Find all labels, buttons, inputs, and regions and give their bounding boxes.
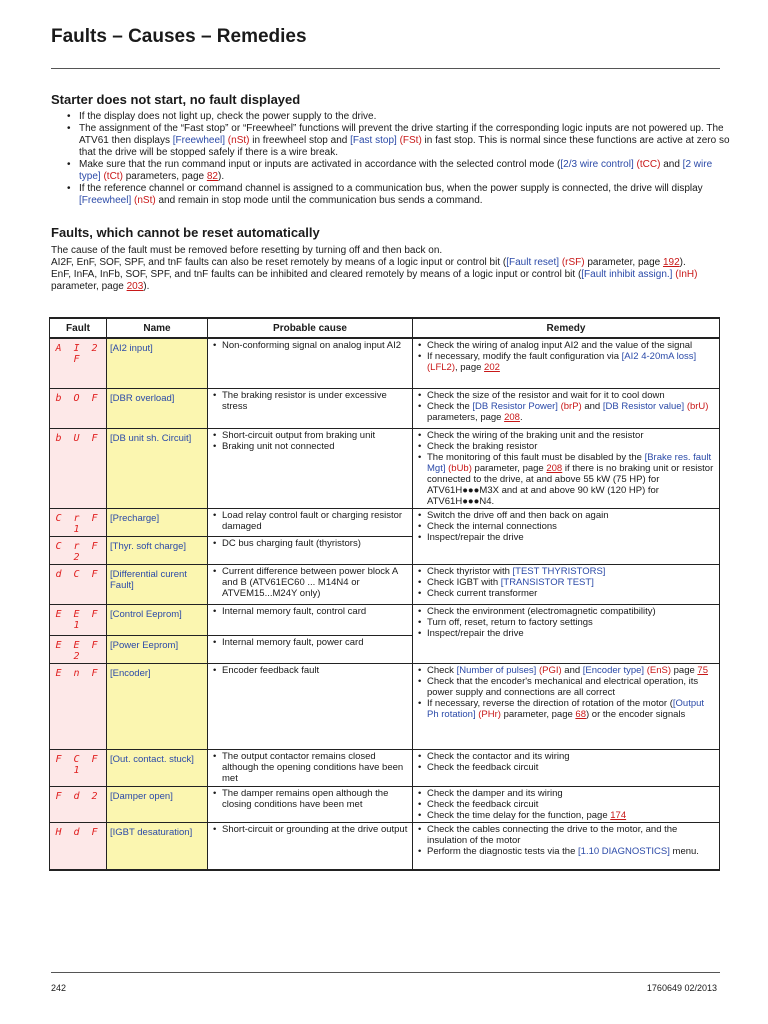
fault-name: [Differential curent Fault] [107,564,208,604]
remedy-item [416,401,716,423]
text-run: Check the braking resistor [427,440,538,452]
fault-table-header [50,318,720,338]
text-run: Check [427,664,457,676]
parameter-name: [AI2 4-20mA loss] [621,351,697,362]
cause-item: • The damper remains open although the closing conditions have been met [211,788,409,810]
fault-name: [DBR overload] [107,388,208,428]
fault-row [50,338,720,388]
remedy [413,786,720,822]
remedy [413,749,720,786]
text-run: If necessary, modify the fault configuration via [427,351,622,362]
probable-cause [208,508,413,536]
text-run: Check the time delay for the function, page [427,809,611,821]
fault-name: [Thyr. soft charge] [107,536,208,564]
parameter-name: [Freewheel] [79,195,132,206]
text-run: AI2F, EnF, SOF, SPF, and tnF faults can also be reset remotely by means of a logic input or control bit ( [51,257,507,268]
text-run: Check the size of the resistor and wait for it to cool down [427,389,665,401]
remedy-item [416,577,716,588]
remedy-item [416,751,716,762]
remedy [413,604,720,663]
text-run: parameter, page [500,708,576,720]
parameter-name: [Brake res. fault Mgt] [427,451,712,474]
fault-name: [Control Eeprom] [107,604,208,635]
cause-item: • Current difference between power block A and B (ATV61EC60 ... M14N4 or ATVEM15...M24Y only) [211,566,409,599]
text-run: Check the damper and its wiring [427,787,563,799]
parameter-code: (tCt) [103,171,123,182]
remedy-item [416,430,716,441]
bullet-item [67,123,735,159]
parameter-code: (bUb) [448,462,472,474]
parameter-code: (InH) [675,269,698,280]
parameter-name: [2 wire type] [79,159,713,182]
parameter-name: [Fault reset] [506,257,560,268]
text-run: ) or the encoder signals [585,708,686,720]
remedy-item [416,588,716,599]
text-run: . [519,411,523,423]
page-link[interactable]: 68 [575,708,586,720]
bullet-item [67,159,735,183]
section-heading-faults-no-reset: Faults, which cannot be reset automatically [51,225,320,240]
remedy-item [416,762,716,773]
cause-item: • Braking unit not connected [211,441,409,452]
text-run: menu. [669,845,699,857]
text-run: If necessary, reverse the direction of rotation of the motor ( [427,697,673,709]
cause-item: • DC bus charging fault (thyristors) [211,538,409,549]
remedy [413,388,720,428]
text-run: and [660,159,683,170]
remedy-item [416,606,716,617]
parameter-code: (nSt) [134,195,156,206]
fault-row [50,663,720,749]
fault-code: A I 2 F [50,338,107,388]
parameter-name: [DB Resistor Power] [472,400,558,412]
fault-row [50,786,720,822]
parameter-name: [Encoder type] [582,664,645,676]
starter-bullet-list [51,111,735,207]
section-heading-no-fault: Starter does not start, no fault displayed [51,92,301,107]
remedy [413,663,720,749]
remedy-item [416,390,716,401]
remedy-item [416,510,716,521]
parameter-code: (FSt) [399,135,422,146]
text-run: ). [217,171,225,182]
fault-code: E E F 2 [50,635,107,663]
text-run: and remain in stop mode until the communication bus sends a command. [155,195,483,206]
fault-code: F C F 1 [50,749,107,786]
parameter-name: [Number of pulses] [456,664,537,676]
remedy-item [416,824,716,846]
text-run: parameter, page [471,462,547,474]
text-run: Check the wiring of analog input AI2 and the value of the signal [427,340,693,351]
fault-table [49,317,720,871]
fault-row [50,388,720,428]
text-run: Check the wiring of the braking unit and the resistor [427,429,644,441]
probable-cause [208,786,413,822]
parameter-name: [Output Ph rotation] [427,697,705,720]
cause-item: • Internal memory fault, power card [211,637,409,648]
remedy-item [416,617,716,628]
page-link[interactable]: 192 [662,257,680,268]
text-run: Check the cables connecting the drive to the motor, and the insulation of the motor [427,823,678,846]
parameter-name: [2/3 wire control] [560,159,634,170]
text-run: Check the internal connections [427,520,557,532]
parameter-code: (PGI) [538,664,562,676]
text-run: Check the [427,400,473,412]
probable-cause [208,663,413,749]
remedy [413,508,720,564]
text-run: ). [143,281,150,292]
text-run: , page [454,362,485,373]
top-divider [51,68,720,69]
cause-item: • Short-circuit output from braking unit [211,430,409,441]
fault-code: b U F [50,428,107,508]
remedy-item [416,810,716,821]
probable-cause [208,338,413,388]
text-run: parameters, page [122,171,207,182]
text-run: Check the feedback circuit [427,798,539,810]
text-run: Turn off, reset, return to factory settings [427,616,593,628]
cause-item: • The output contactor remains closed although the opening conditions have been met [211,751,409,784]
fault-code: H d F [50,822,107,870]
parameter-name: [Fault inhibit assign.] [581,269,673,280]
text-run: The cause of the fault must be removed before resetting by turning off and then back on. [51,245,443,256]
remedy-item [416,846,716,857]
fault-code: F d 2 [50,786,107,822]
text-run: parameters, page [427,411,505,423]
parameter-code: (brP) [560,400,582,412]
probable-cause [208,749,413,786]
text-run: Check the contactor and its wiring [427,750,570,762]
parameter-name: [Freewheel] [172,135,226,146]
cause-item: • Short-circuit or grounding at the drive output [211,824,409,835]
fault-row [50,604,720,635]
text-run: Check the environment (electromagnetic compatibility) [427,605,656,617]
fault-row [50,822,720,870]
cause-item: • The braking resistor is under excessive stress [211,390,409,412]
parameter-code: (tCC) [636,159,661,170]
fault-name: [IGBT desaturation] [107,822,208,870]
cause-item: • Non-conforming signal on analog input AI2 [211,340,409,351]
probable-cause [208,536,413,564]
fault-code: b O F [50,388,107,428]
parameter-code: (rSF) [561,257,585,268]
text-run: EnF, InFA, InFb, SOF, SPF, and tnF faults can be inhibited and cleared remotely by means of a logic input or control bit ( [51,269,582,280]
remedy-item [416,532,716,543]
text-run: Inspect/repair the drive [427,531,524,543]
remedy [413,428,720,508]
fault-name: [Power Eeprom] [107,635,208,663]
fault-row [50,508,720,536]
page-link[interactable]: 202 [484,362,500,373]
document-reference: 1760649 02/2013 [646,983,717,993]
text-run: parameter, page [584,257,663,268]
fault-name: [Damper open] [107,786,208,822]
probable-cause [208,604,413,635]
remedy-item [416,799,716,810]
text-run: Check that the encoder's mechanical and electrical operation, its power supply and connections are all correct [427,675,699,698]
remedy-item [416,452,716,507]
text-run: Perform the diagnostic tests via the [427,845,579,857]
remedy-item [416,521,716,532]
text-run: ). [679,257,686,268]
text-run: Switch the drive off and then back on again [427,509,609,521]
remedy [413,564,720,604]
page-link[interactable]: 82 [206,171,218,182]
fault-code: C r F 2 [50,536,107,564]
text-run: If the display does not light up, check the power supply to the drive. [79,111,377,122]
text-run: and [561,664,583,676]
fault-name: [Encoder] [107,663,208,749]
text-run: in fast stop. This is normal since these functions are active at zero so that the drive will be stopped safely if there is a wire break. [79,135,730,158]
page-link[interactable]: 174 [610,809,627,821]
probable-cause [208,822,413,870]
remedy-item [416,628,716,639]
remedy-item [416,788,716,799]
text-run: If the reference channel or command channel is assigned to a communication bus, when the power supply is connected, the drive will display [79,183,703,194]
probable-cause [208,564,413,604]
remedy-item [416,441,716,452]
text-run: if there is no braking unit or resistor connected to the drive, at and above 55 kW (75 HP) for ATV61H●●●M3X and at and above 90 kW (120 HP) for ATV61H●●●N4. [427,462,714,507]
fault-name: [AI2 input] [107,338,208,388]
text-run: page [671,664,698,676]
page-link[interactable]: 208 [546,462,563,474]
faults-intro-paragraph [51,245,719,293]
fault-code: E n F [50,663,107,749]
text-run: Check the feedback circuit [427,761,539,773]
page-title: Faults – Causes – Remedies [51,26,307,47]
fault-name: [Precharge] [107,508,208,536]
parameter-code: (EnS) [646,664,671,676]
probable-cause [208,388,413,428]
fault-row [50,428,720,508]
remedy [413,822,720,870]
text-run: The assignment of the “Fast stop” or “Freewheel” functions will prevent the drive starting if the corresponding logic inputs are not powered up. The ATV61 then displays [79,123,724,146]
fault-code: C r F 1 [50,508,107,536]
parameter-code: (PHr) [478,708,501,720]
fault-name: [DB unit sh. Circuit] [107,428,208,508]
remedy-item [416,698,716,720]
cause-item: • Internal memory fault, control card [211,606,409,617]
page-number: 242 [51,983,67,993]
cause-item: • Encoder feedback fault [211,665,409,676]
fault-name: [Out. contact. stuck] [107,749,208,786]
text-run: Check IGBT with [427,576,501,588]
page-link[interactable]: 203 [126,281,144,292]
remedy-item [416,351,716,373]
fault-row [50,749,720,786]
parameter-name: [1.10 DIAGNOSTICS] [578,845,670,857]
parameter-code: (nSt) [227,135,250,146]
parameter-name: [TRANSISTOR TEST] [500,576,594,588]
fault-code: E E F 1 [50,604,107,635]
probable-cause [208,635,413,663]
cause-item: • Load relay control fault or charging resistor damaged [211,510,409,532]
remedy-item [416,566,716,577]
header-fault: Fault [50,318,107,338]
fault-code: d C F [50,564,107,604]
remedy [413,338,720,388]
parameter-code: (LFL2) [427,362,455,373]
remedy-item [416,665,716,676]
text-run: in freewheel stop and [249,135,351,146]
header-name: Name [107,318,208,338]
page-link[interactable]: 208 [504,411,520,423]
text-run: Check current transformer [427,587,538,599]
text-run: The monitoring of this fault must be disabled by the [427,451,645,463]
page-link[interactable]: 75 [697,664,708,676]
text-run: and [581,400,603,412]
bullet-item [67,183,735,207]
header-remedy: Remedy [413,318,720,338]
text-run: Inspect/repair the drive [427,627,524,639]
fault-row [50,564,720,604]
text-run: Make sure that the run command input or inputs are activated in accordance with the selected control mode ( [79,159,561,170]
parameter-name: [TEST THYRISTORS] [512,565,606,577]
parameter-name: [DB Resistor value] [602,400,685,412]
probable-cause [208,428,413,508]
header-probable-cause: Probable cause [208,318,413,338]
bullet-item [67,111,735,123]
parameter-name: [Fast stop] [350,135,397,146]
bottom-divider [51,972,720,973]
text-run: parameter, page [51,281,127,292]
text-run: Check thyristor with [427,565,513,577]
parameter-code: (brU) [686,400,709,412]
remedy-item [416,676,716,698]
remedy-item [416,340,716,351]
